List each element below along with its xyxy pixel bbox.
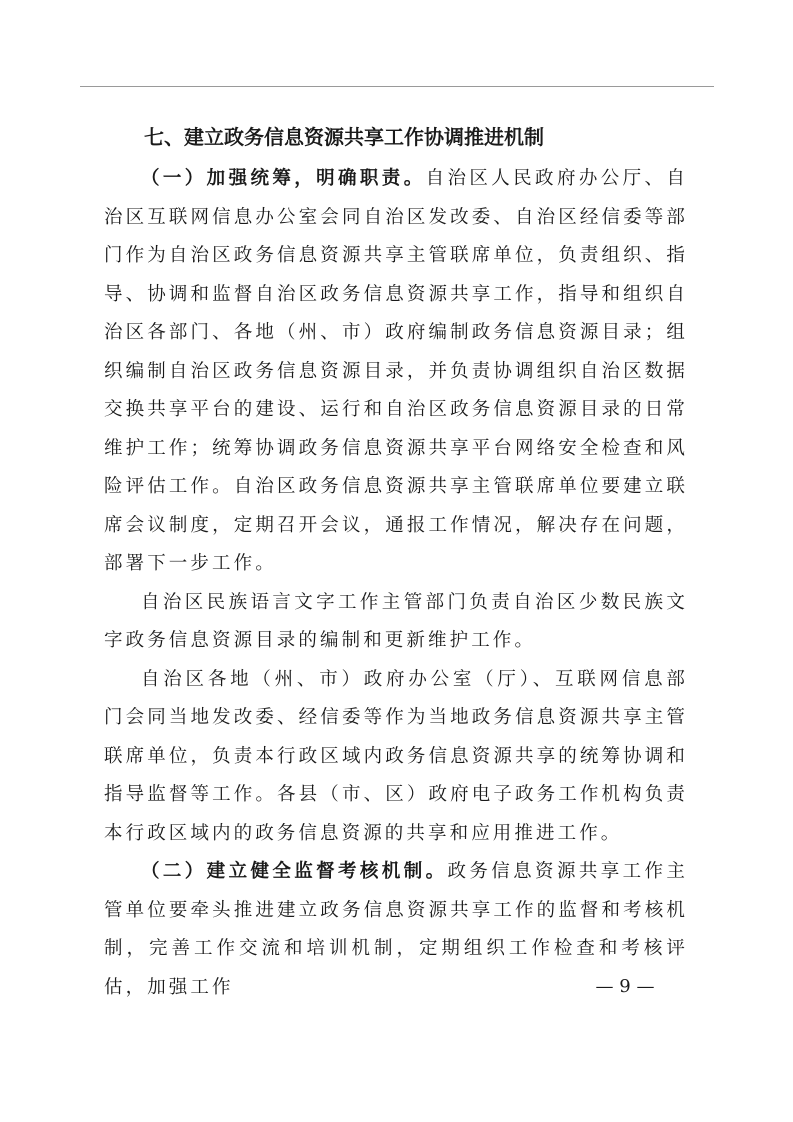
paragraph-lead: （一）加强统筹，明确职责。 <box>141 168 426 189</box>
paragraph-text: 政务信息资源共享工作主管单位要牵头推进建立政务信息资源共享工作的监督和考核机制，完善工作交流和培训机制，定期组织工作检查和考核评估，加强工作 <box>104 861 688 998</box>
paragraph-text: 自治区人民政府办公厅、自治区互联网信息办公室会同自治区发改委、自治区经信委等部门作为自治区政务信息资源共享主管联席单位，负责组织、指导、协调和监督自治区政务信息资源共享工作，指导和组织自治区各部门、各地（州、市）政府编制政务信息资源目录；组织编制自治区政务信息资源目录，并负责协调组织自治区数据交换共享平台的建设、运行和自治区政务信息资源目录的日常维护工作；统筹协调政务信息资源共享平台网络安全检查和风险评估工作。自治区政务信息资源共享主管联席单位要建立联席会议制度，定期召开会议，通报工作情况，解决存在问题，部署下一步工作。 <box>104 168 688 574</box>
document-body <box>104 118 688 1007</box>
paragraph-local-government <box>104 661 688 854</box>
paragraph-text: 自治区民族语言文字工作主管部门负责自治区少数民族文字政务信息资源目录的编制和更新维护工作。 <box>104 591 688 651</box>
paragraph-lead: （二）建立健全监督考核机制。 <box>141 861 448 882</box>
paragraph-text: 自治区各地（州、市）政府办公室（厅）、互联网信息部门会同当地发改委、经信委等作为当地政务信息资源共享主管联席单位，负责本行政区域内政务信息资源共享的统筹协调和指导监督等工作。各县（市、区）政府电子政务工作机构负责本行政区域内的政务信息资源的共享和应用推进工作。 <box>104 668 688 844</box>
paragraph-coordination <box>104 160 688 584</box>
header-rule <box>80 86 714 87</box>
paragraph-minority-language <box>104 584 688 661</box>
section-heading: 七、建立政务信息资源共享工作协调推进机制 <box>144 125 544 149</box>
page-number: — 9 — <box>595 976 655 997</box>
